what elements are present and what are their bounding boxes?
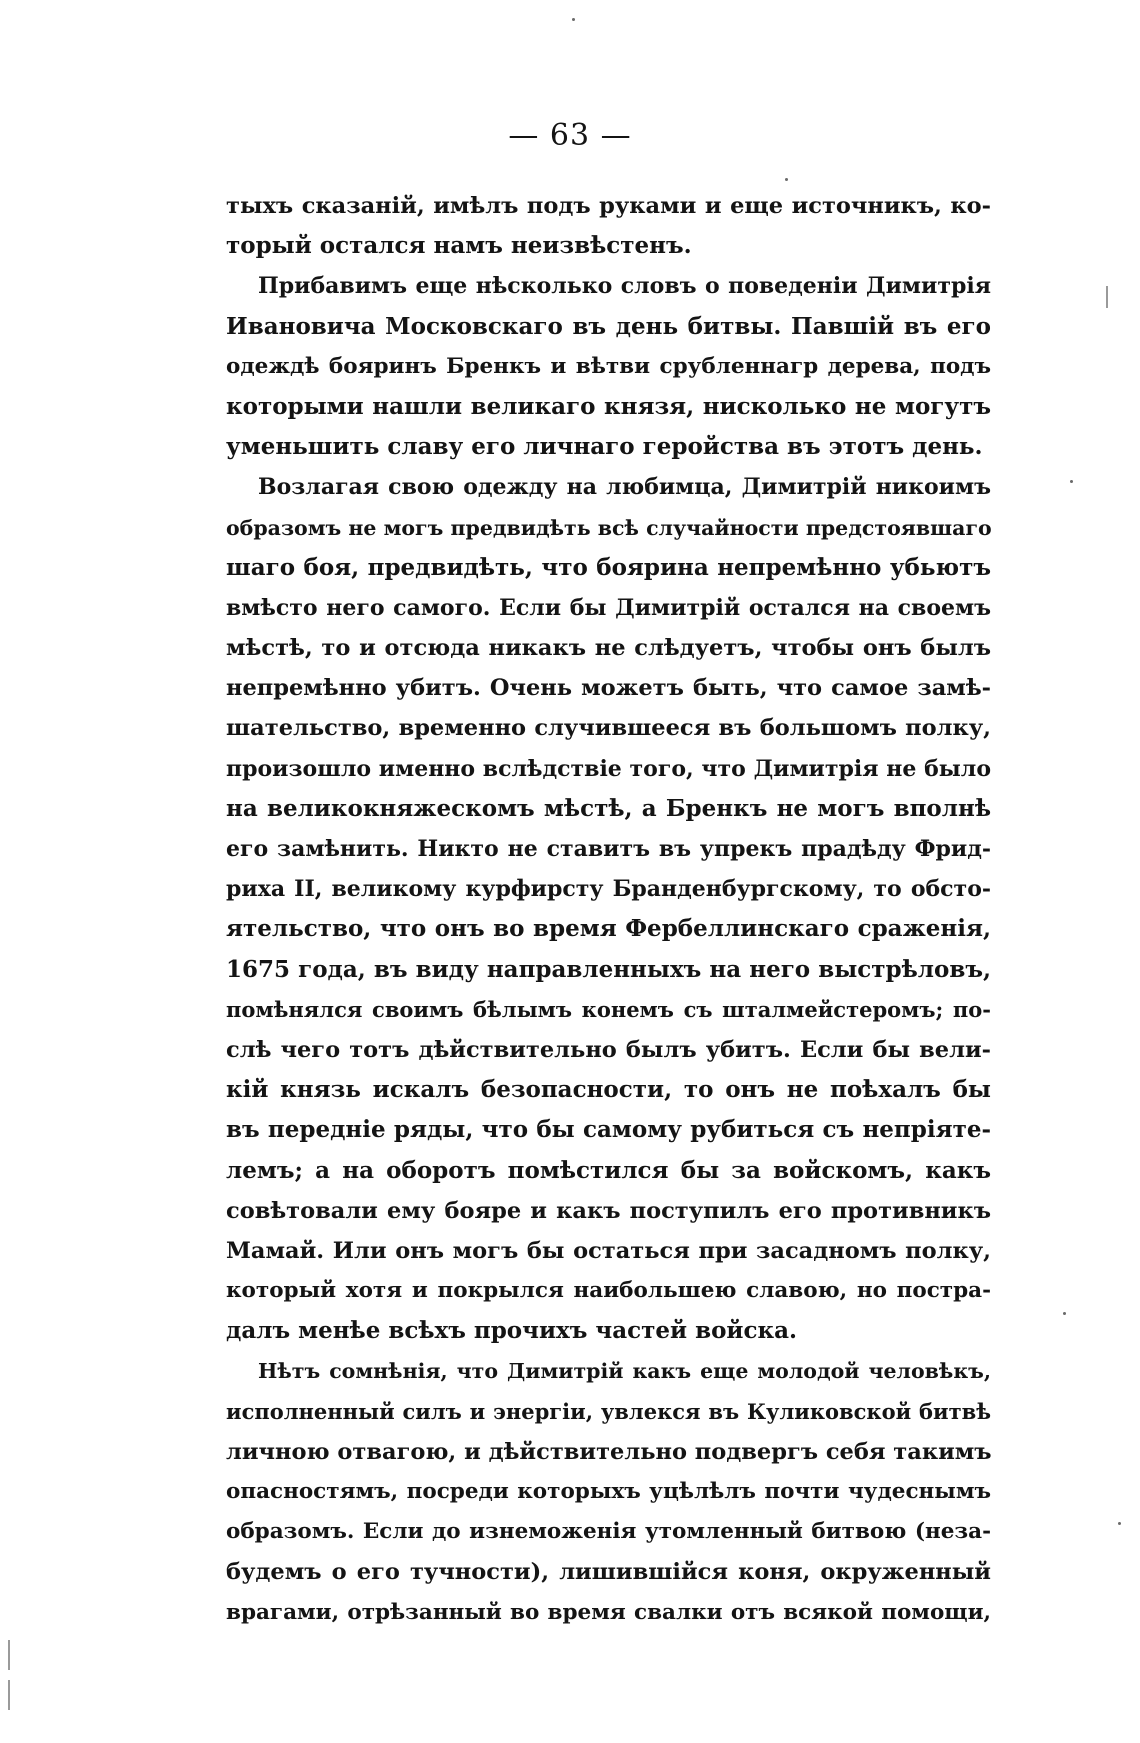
- text-line: ятельство, что онъ во время Фербеллинскаго сраженія,: [226, 915, 991, 943]
- text-line: шательство, временно случившееся въ большомъ полку,: [226, 715, 991, 742]
- text-line: далъ менѣе всѣхъ прочихъ частей войска.: [226, 1317, 797, 1345]
- scan-speck: [1063, 1312, 1066, 1315]
- text-line: въ передніе ряды, что бы самому рубиться съ непріяте-: [226, 1116, 991, 1144]
- text-line: торый остался намъ неизвѣстенъ.: [226, 232, 692, 260]
- text-line: шаго боя, предвидѣть, что боярина непремѣнно убьютъ: [226, 553, 991, 581]
- text-line: Нѣтъ сомнѣнія, что Димитрій какъ еще молодой человѣкъ,: [258, 1359, 991, 1384]
- text-line: мѣстѣ, то и отсюда никакъ не слѣдуетъ, чтобы онъ былъ: [226, 635, 991, 662]
- text-line: непремѣнно убитъ. Очень можетъ быть, что самое замѣ-: [226, 675, 991, 702]
- scan-speck: [1070, 480, 1073, 483]
- scan-speck: [1118, 1522, 1121, 1525]
- scan-edge-mark: [1106, 286, 1108, 308]
- text-line: Мамай. Или онъ могъ бы остаться при засадномъ полку,: [226, 1237, 991, 1264]
- scan-edge-mark: [8, 1640, 10, 1670]
- scan-speck: [572, 18, 575, 21]
- text-line: совѣтовали ему бояре и какъ поступилъ его противникъ: [226, 1197, 991, 1224]
- scan-edge-mark: [8, 1680, 10, 1710]
- text-line: на великокняжескомъ мѣстѣ, а Бренкъ не могъ вполнѣ: [226, 794, 991, 822]
- scan-speck: [785, 178, 788, 181]
- text-line: уменьшить славу его личнаго геройства въ этотъ день.: [226, 433, 983, 461]
- paragraph: [226, 266, 991, 467]
- text-line: риха II, великому курфирсту Бранденбургскому, то обсто-: [226, 876, 991, 903]
- text-line: лемъ; а на оборотъ помѣстился бы за войскомъ, какъ: [226, 1156, 991, 1184]
- text-line: Ивановича Московскаго въ день битвы. Павшій въ его: [226, 312, 991, 340]
- text-line: его замѣнить. Никто не ставитъ въ упрекъ прадѣду Фрид-: [226, 836, 991, 862]
- text-line: будемъ о его тучности), лишившійся коня, окруженный: [226, 1559, 991, 1586]
- text-line: вмѣсто него самого. Если бы Димитрій остался на своемъ: [226, 594, 991, 621]
- text-line: одеждѣ бояринъ Бренкъ и вѣтви срубленнагр дерева, подъ: [226, 353, 991, 379]
- text-line: личною отвагою, и дѣйствительно подвергъ себя такимъ: [226, 1438, 992, 1465]
- text-line: исполненный силъ и энергіи, увлекся въ Куликовской битвѣ: [226, 1398, 991, 1424]
- text-line: произошло именно вслѣдствіе того, что Димитрія не было: [226, 755, 991, 782]
- text-line: опасностямъ, посреди которыхъ уцѣлѣлъ почти чудеснымъ: [226, 1479, 991, 1504]
- text-line: который хотя и покрылся наибольшею славою, но постра-: [226, 1278, 991, 1304]
- text-line: тыхъ сказаній, имѣлъ подъ руками и еще источникъ, ко-: [226, 193, 991, 219]
- paragraph: [226, 186, 991, 266]
- text-line: 1675 года, въ виду направленныхъ на него выстрѣловъ,: [226, 955, 991, 983]
- text-line: Прибавимъ еще нѣсколько словъ о поведеніи Димитрія: [258, 273, 991, 300]
- text-line: врагами, отрѣзанный во время свалки отъ всякой помощи,: [226, 1599, 991, 1625]
- text-line: образомъ не могъ предвидѣть всѣ случайности предстоявшаго: [226, 515, 992, 540]
- text-line: кій князь искалъ безопасности, то онъ не поѣхалъ бы: [226, 1076, 991, 1104]
- text-line: Возлагая свою одежду на любимца, Димитрій никоимъ: [258, 474, 991, 501]
- text-line: помѣнялся своимъ бѣлымъ конемъ съ шталмейстеромъ; по-: [226, 996, 991, 1022]
- text-line: которыми нашли великаго князя, нисколько не могутъ: [226, 392, 991, 420]
- text-line: образомъ. Если до изнеможенія утомленный битвою (неза-: [226, 1519, 991, 1545]
- paragraph: [226, 1351, 991, 1632]
- text-line: слѣ чего тотъ дѣйствительно былъ убитъ. Если бы вели-: [226, 1036, 991, 1063]
- page-number: — 63 —: [508, 118, 632, 153]
- paragraph: [226, 467, 991, 1351]
- page-body-text: [226, 186, 991, 1633]
